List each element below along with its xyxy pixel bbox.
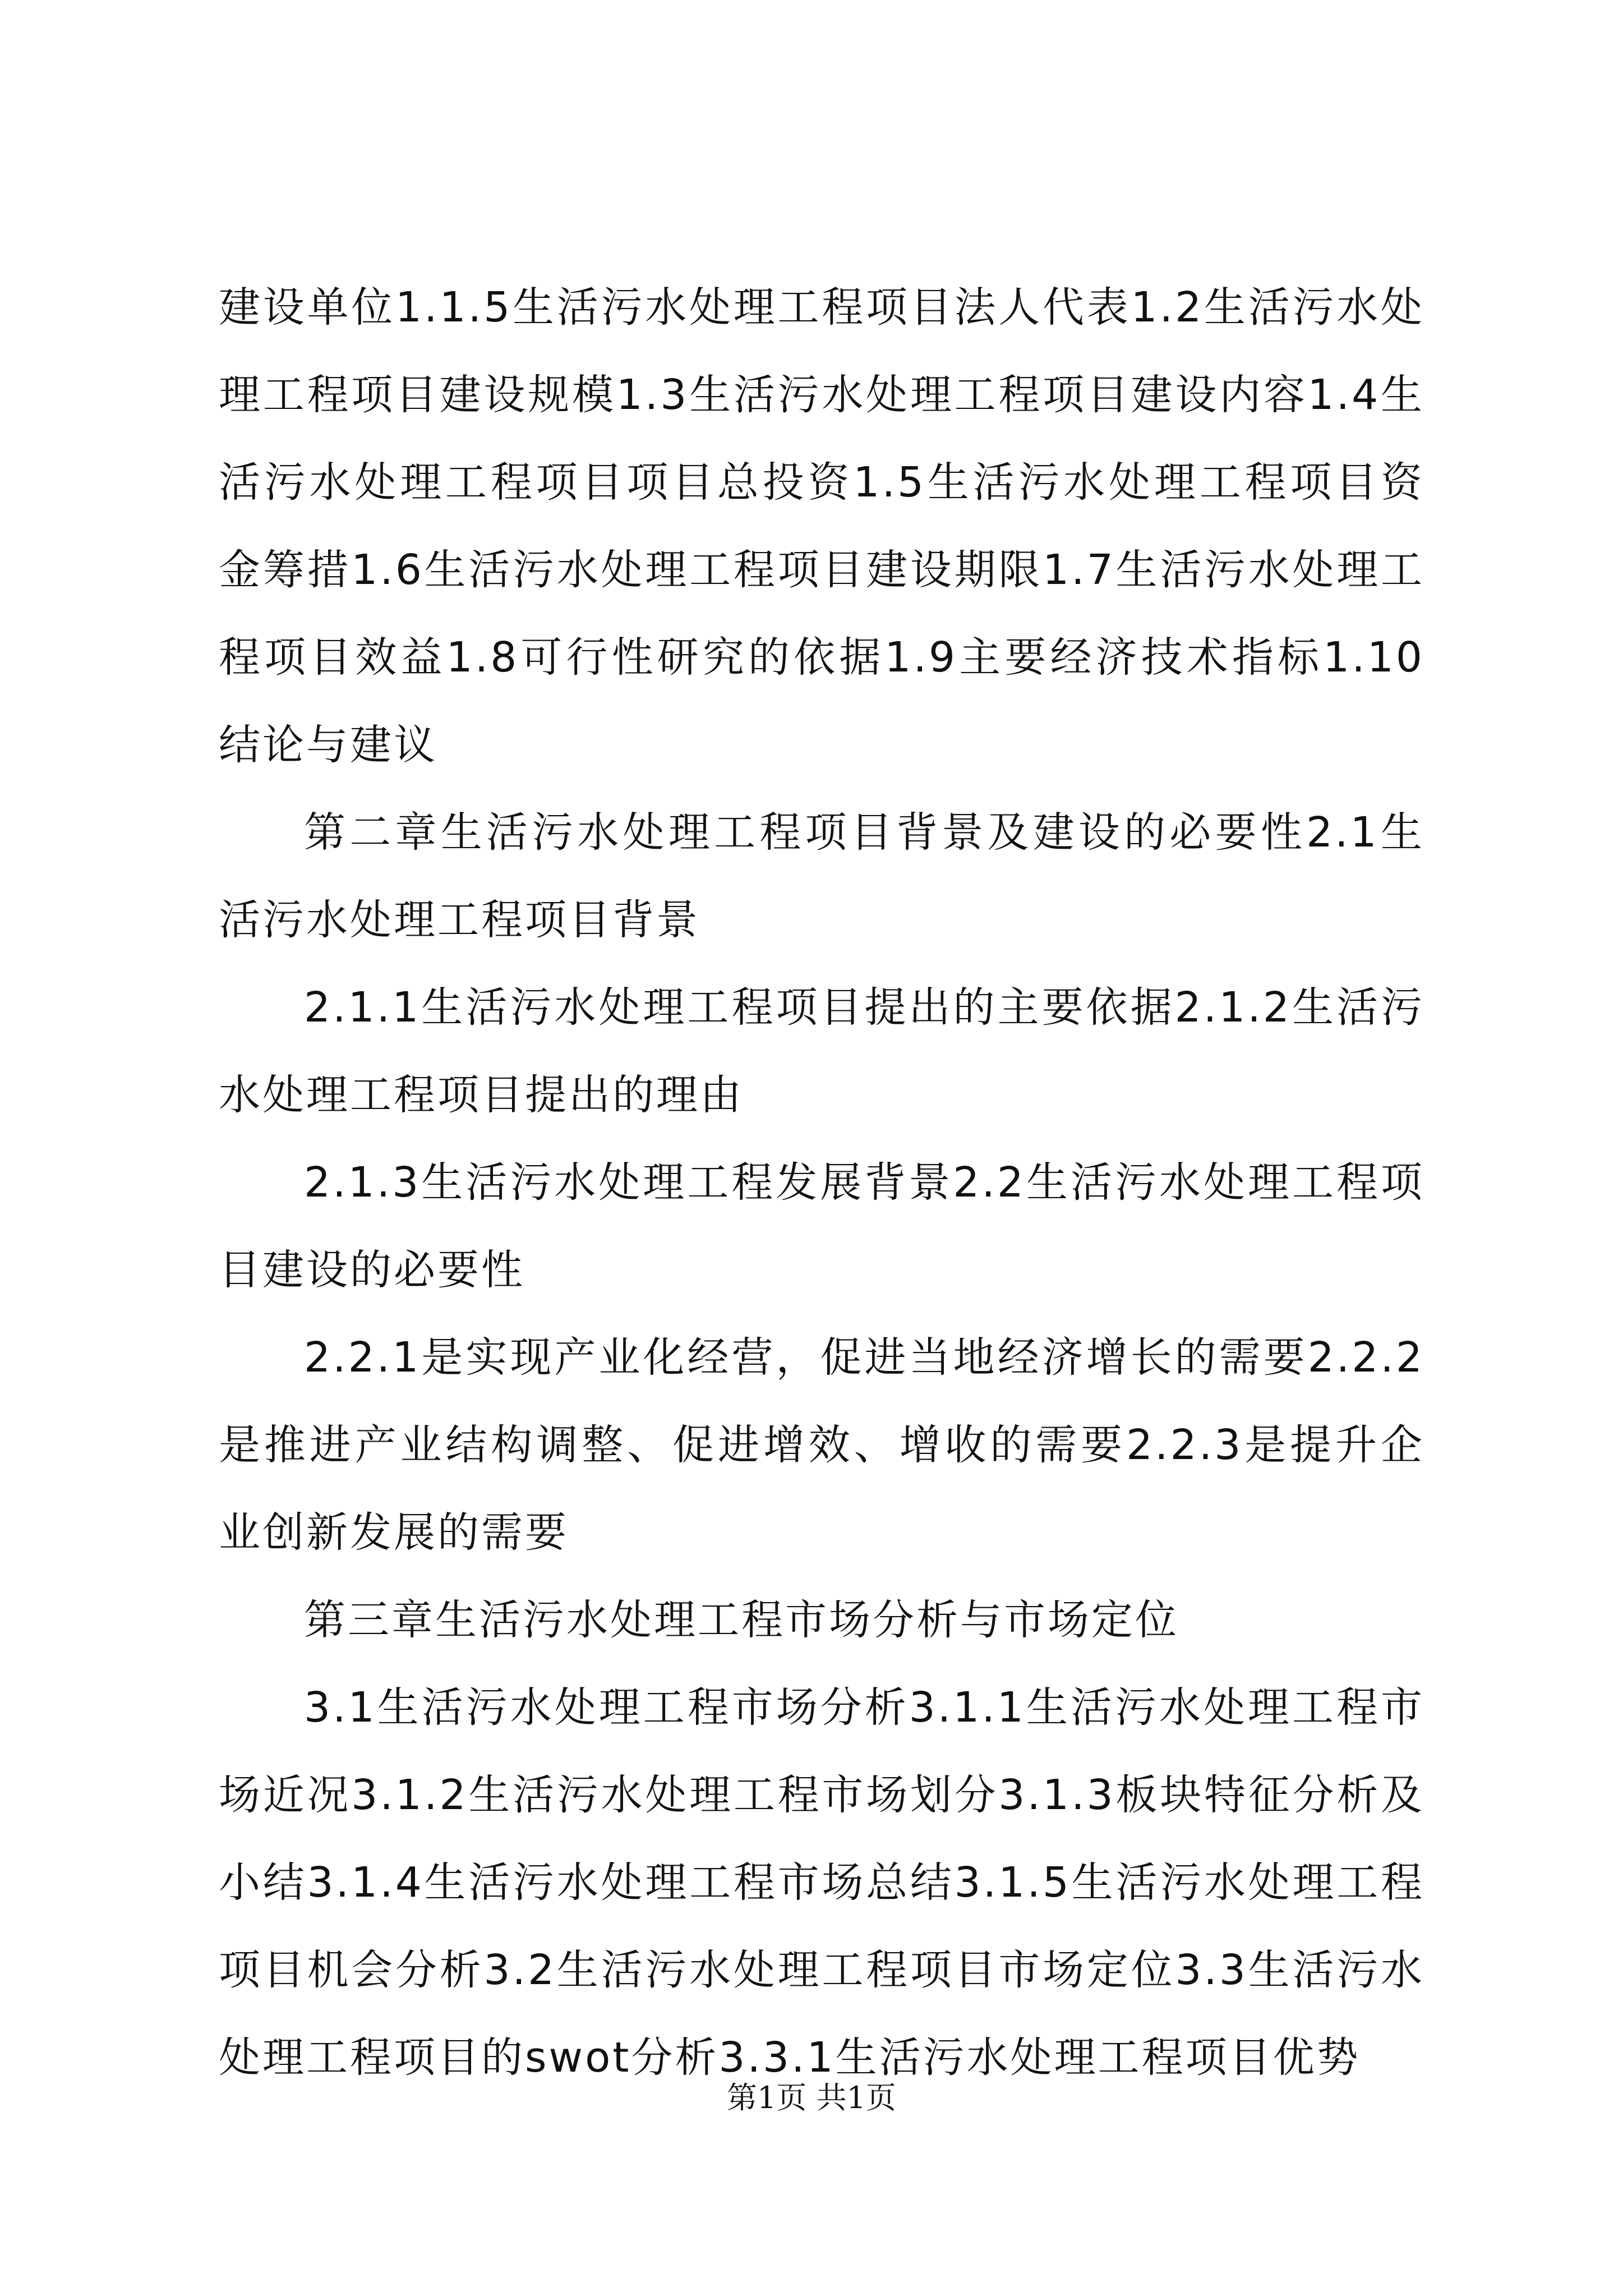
paragraph-2-1-1: 2.1.1生活污水处理工程项目提出的主要依据2.1.2生活污水处理工程项目提出的理由 <box>219 983 1424 1119</box>
paragraph-2-1-3: 2.1.3生活污水处理工程发展背景2.2生活污水处理工程项目建设的必要性 <box>219 1158 1424 1294</box>
page-footer: 第1页 共1页 <box>727 2080 896 2115</box>
document-body <box>219 264 1424 2101</box>
paragraph-chapter3-heading: 第三章生活污水处理工程市场分析与市场定位 <box>304 1596 1179 1644</box>
paragraph-2-2-1: 2.2.1是实现产业化经营，促进当地经济增长的需要2.2.2是推进产业结构调整、促进增效、增收的需要2.2.3是提升企业创新发展的需要 <box>219 1333 1424 1557</box>
paragraph-chapter1-list: 建设单位1.1.5生活污水处理工程项目法人代表1.2生活污水处理工程项目建设规模1.3生活污水处理工程项目建设内容1.4生活污水处理工程项目项目总投资1.5生活污水处理工程项目资金筹措1.6生活污水处理工程项目建设期限1.7生活污水处理工程项目效益1.8可行性研究的依据1.9主要经济技术指标1.10结论与建议 <box>219 283 1424 769</box>
paragraph-chapter2-heading: 第二章生活污水处理工程项目背景及建设的必要性2.1生活污水处理工程项目背景 <box>219 808 1424 944</box>
paragraph-3-1: 3.1生活污水处理工程市场分析3.1.1生活污水处理工程市场近况3.1.2生活污水处理工程市场划分3.1.3板块特征分析及小结3.1.4生活污水处理工程市场总结3.1.5生活污水处理工程项目机会分析3.2生活污水处理工程项目市场定位3.3生活污水处理工程项目的swot分析3.3.1生活污水处理工程项目优势 <box>219 1683 1424 2082</box>
